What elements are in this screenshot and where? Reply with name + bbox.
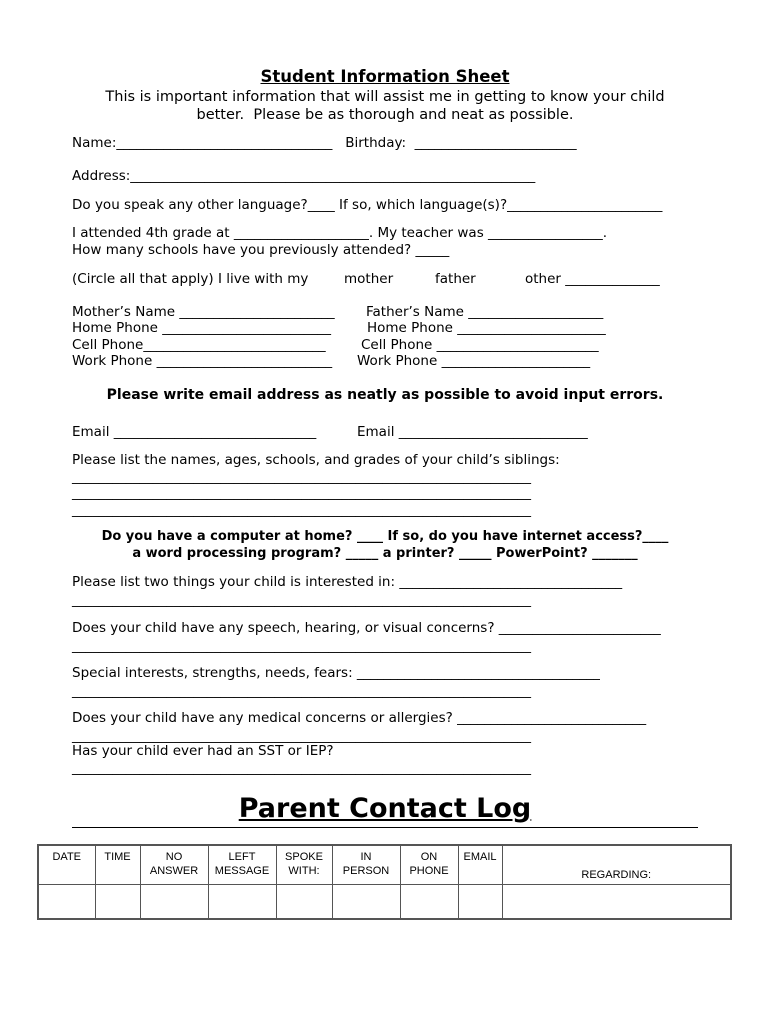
father-work-phone-field[interactable]: Work Phone ______________________ (357, 353, 591, 369)
table-cell[interactable] (95, 885, 140, 920)
col-time: TIME (95, 845, 140, 885)
table-cell[interactable] (502, 885, 731, 920)
computer-question-1[interactable]: Do you have a computer at home? ____ If so, do you have internet access?____ (101, 529, 669, 544)
table-cell[interactable] (400, 885, 458, 920)
speech-concerns-line[interactable]: ____________________________________________________________________ (72, 638, 531, 654)
table-cell[interactable] (208, 885, 276, 920)
mother-work-phone-field[interactable]: Work Phone __________________________ (72, 353, 333, 369)
email-notice: Please write email address as neatly as possible to avoid input errors. (106, 387, 664, 403)
intro-line-2: better. Please be as thorough and neat as possible. (196, 107, 574, 123)
col-email: EMAIL (458, 845, 502, 885)
address-field[interactable]: Address:____________________________________________________________ (72, 168, 536, 184)
col-in-person: IN PERSON (332, 845, 400, 885)
contact-log-header-row (38, 845, 731, 885)
interests-line[interactable]: ____________________________________________________________________ (72, 592, 531, 608)
table-cell[interactable] (140, 885, 208, 920)
medical-concerns-field[interactable]: Does your child have any medical concerns or allergies? ____________________________ (72, 710, 647, 726)
email-field-right[interactable]: Email ____________________________ (357, 424, 588, 440)
table-cell[interactable] (276, 885, 332, 920)
siblings-line-2[interactable]: ____________________________________________________________________ (72, 485, 531, 501)
siblings-line-1[interactable]: ____________________________________________________________________ (72, 469, 531, 485)
page-title: Student Information Sheet (260, 67, 510, 86)
father-cell-phone-field[interactable]: Cell Phone ________________________ (361, 337, 599, 353)
sst-iep-prompt: Has your child ever had an SST or IEP? (72, 743, 334, 759)
speech-concerns-field[interactable]: Does your child have any speech, hearing, or visual concerns? ________________________ (72, 620, 661, 636)
sst-iep-line[interactable]: ____________________________________________________________________ (72, 760, 531, 776)
fourth-grade-field[interactable]: I attended 4th grade at ____________________. My teacher was _________________. (72, 225, 608, 241)
mother-name-field[interactable]: Mother’s Name _______________________ (72, 304, 335, 320)
special-interests-line[interactable]: ____________________________________________________________________ (72, 683, 531, 699)
contact-log-table (37, 844, 732, 920)
computer-question-2[interactable]: a word processing program? _____ a printer? _____ PowerPoint? _______ (132, 546, 638, 561)
col-date: DATE (38, 845, 95, 885)
mother-cell-phone-field[interactable]: Cell Phone___________________________ (72, 337, 326, 353)
email-field-left[interactable]: Email ______________________________ (72, 424, 317, 440)
contact-log-rule (72, 827, 698, 828)
table-cell[interactable] (458, 885, 502, 920)
schools-field[interactable]: How many schools have you previously attended? _____ (72, 242, 450, 258)
table-cell[interactable] (38, 885, 95, 920)
medical-concerns-line[interactable]: ____________________________________________________________________ (72, 728, 531, 744)
siblings-prompt: Please list the names, ages, schools, and grades of your child’s siblings: (72, 452, 560, 468)
live-with-father[interactable]: father (435, 271, 476, 287)
contact-log-title: Parent Contact Log (238, 793, 532, 824)
father-name-field[interactable]: Father’s Name ____________________ (366, 304, 604, 320)
siblings-line-3[interactable]: ____________________________________________________________________ (72, 502, 531, 518)
col-no-answer: NO ANSWER (140, 845, 208, 885)
col-left-message: LEFT MESSAGE (208, 845, 276, 885)
table-cell[interactable] (332, 885, 400, 920)
col-regarding: REGARDING: (502, 845, 731, 885)
live-with-other[interactable]: other ______________ (525, 271, 660, 287)
table-row (38, 885, 731, 920)
father-home-phone-field[interactable]: Home Phone ______________________ (367, 320, 606, 336)
live-with-prompt: (Circle all that apply) I live with my (72, 271, 309, 287)
col-spoke-with: SPOKE WITH: (276, 845, 332, 885)
interests-field[interactable]: Please list two things your child is interested in: _________________________________ (72, 574, 623, 590)
name-birthday-field[interactable]: Name:________________________________ Birthday: ________________________ (72, 135, 577, 151)
language-field[interactable]: Do you speak any other language?____ If so, which language(s)?_______________________ (72, 197, 663, 213)
live-with-mother[interactable]: mother (344, 271, 394, 287)
mother-home-phone-field[interactable]: Home Phone _________________________ (72, 320, 332, 336)
col-on-phone: ON PHONE (400, 845, 458, 885)
intro-line-1: This is important information that will assist me in getting to know your child (105, 89, 665, 105)
special-interests-field[interactable]: Special interests, strengths, needs, fears: ____________________________________ (72, 665, 600, 681)
